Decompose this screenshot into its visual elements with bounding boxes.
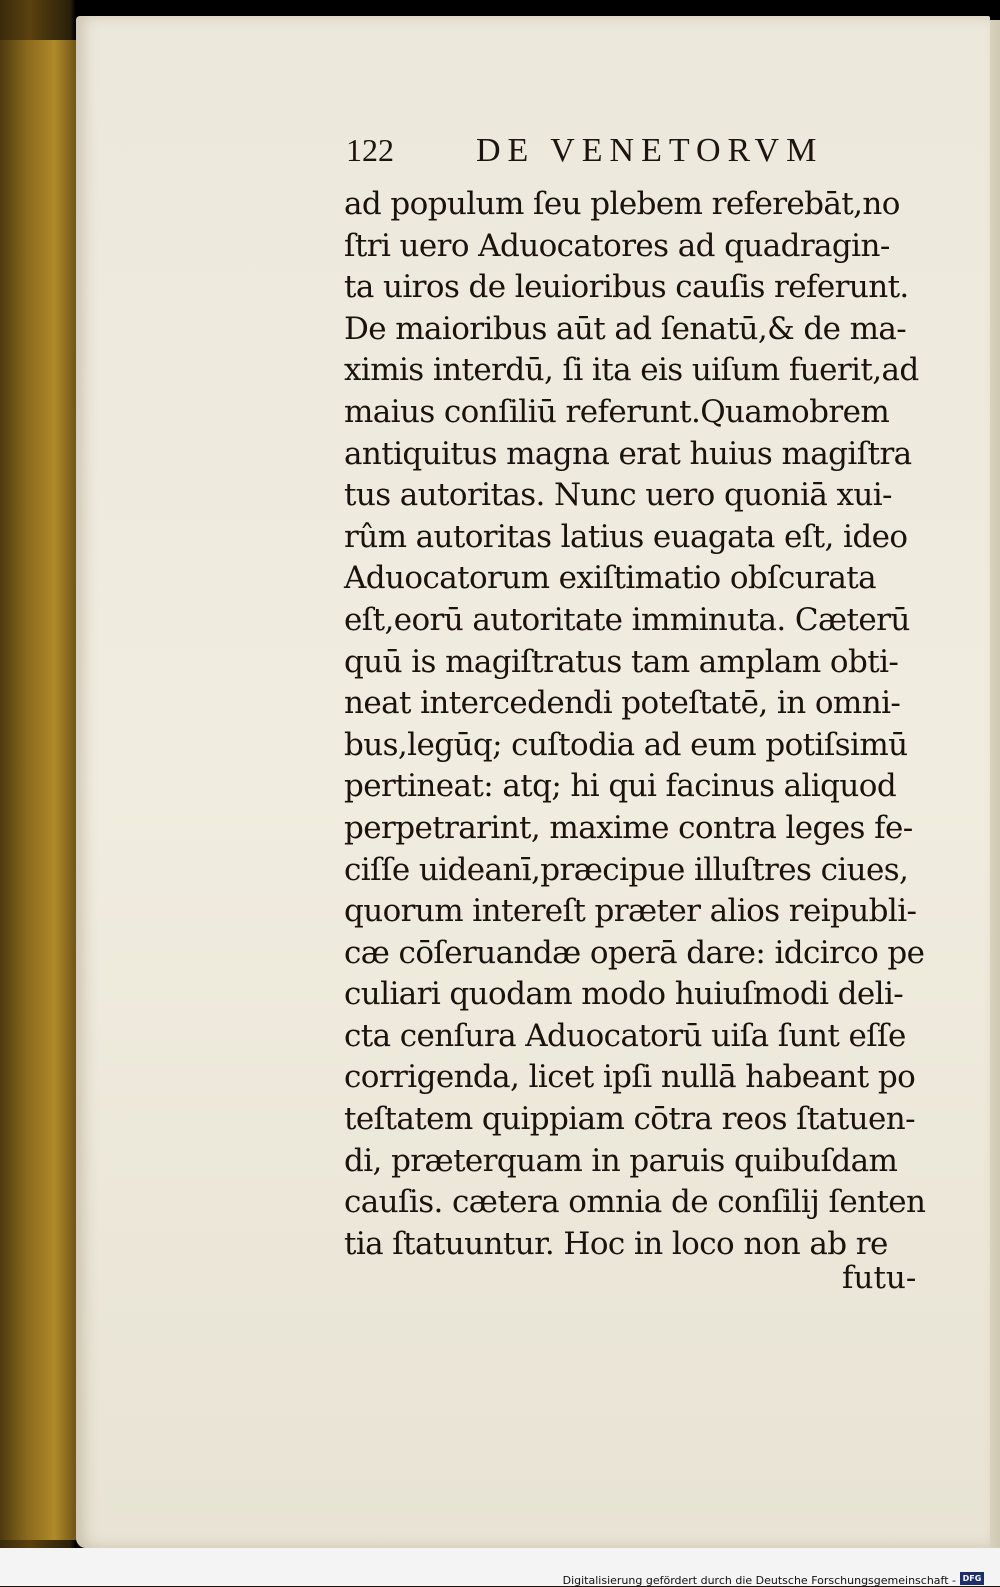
text-line: rûm autoritas latius euagata eſt, ideo [344, 518, 908, 555]
text-line: cæ cōſeruandæ operā dare: idcirco pe [344, 934, 925, 971]
running-head [346, 132, 866, 178]
text-line: ta uiros de leuioribus cauſis referunt. [344, 269, 909, 306]
text-line: tia ſtatuuntur. Hoc in loco non ab re [344, 1225, 888, 1262]
text-line: culiari quodam modo huiuſmodi deli- [344, 976, 904, 1013]
text-line: ſtri uero Aduocatores ad quadragin- [344, 227, 890, 264]
text-line: quū is magiſtratus tam amplam obti- [344, 643, 899, 680]
text-line: Aduocatorum exiſtimatio obſcurata [344, 560, 876, 597]
text-line: cauſis. cætera omnia de conſilij ſenten [344, 1184, 926, 1221]
catchword: futu- [842, 1260, 917, 1296]
text-line: teſtatem quippiam cōtra reos ſtatuen- [344, 1101, 915, 1138]
text-line: ximis interdū, ſi ita eis uiſum fuerit,ad [344, 352, 919, 389]
text-line: ad populum ſeu plebem referebāt,no [344, 186, 900, 222]
text-line: di, præterquam in paruis quibuſdam [344, 1142, 898, 1179]
funding-credit: Digitalisierung gefördert durch die Deutsche Forschungsgemeinschaft - [562, 1574, 956, 1587]
running-title: DE VENETORVM [476, 132, 824, 169]
text-line: pertineat: atq; hi qui facinus aliquod [344, 768, 897, 805]
text-line: tus autoritas. Nunc uero quoniā xui- [344, 477, 892, 514]
text-line: ciſſe uideanī,præcipue illuſtres ciues, [344, 851, 909, 888]
text-line: antiquitus magna erat huius magiſtra [344, 435, 912, 472]
text-line: eſt,eorū autoritate imminuta. Cæterū [344, 601, 910, 638]
page-number: 122 [346, 132, 394, 168]
text-line: bus,legūq; cuſtodia ad eum potiſsimū [344, 726, 908, 763]
body-text [344, 184, 944, 1265]
text-line: cta cenſura Aduocatorū uiſa ſunt eſſe [344, 1017, 906, 1054]
dfg-logo: DFG [960, 1572, 984, 1585]
text-line: corrigenda, licet ipſi nullā habeant po [344, 1059, 916, 1096]
text-line: quorum intereſt præter alios reipubli- [344, 893, 917, 930]
text-line: perpetrarint, maxime contra leges fe- [344, 809, 913, 846]
text-line: neat intercedendi poteſtatē, in omni- [344, 685, 901, 722]
book-edge [0, 40, 78, 1540]
text-line: maius conſiliū referunt.Quamobrem [344, 393, 890, 430]
text-line: De maioribus aūt ad ſenatū,& de ma- [344, 310, 907, 347]
